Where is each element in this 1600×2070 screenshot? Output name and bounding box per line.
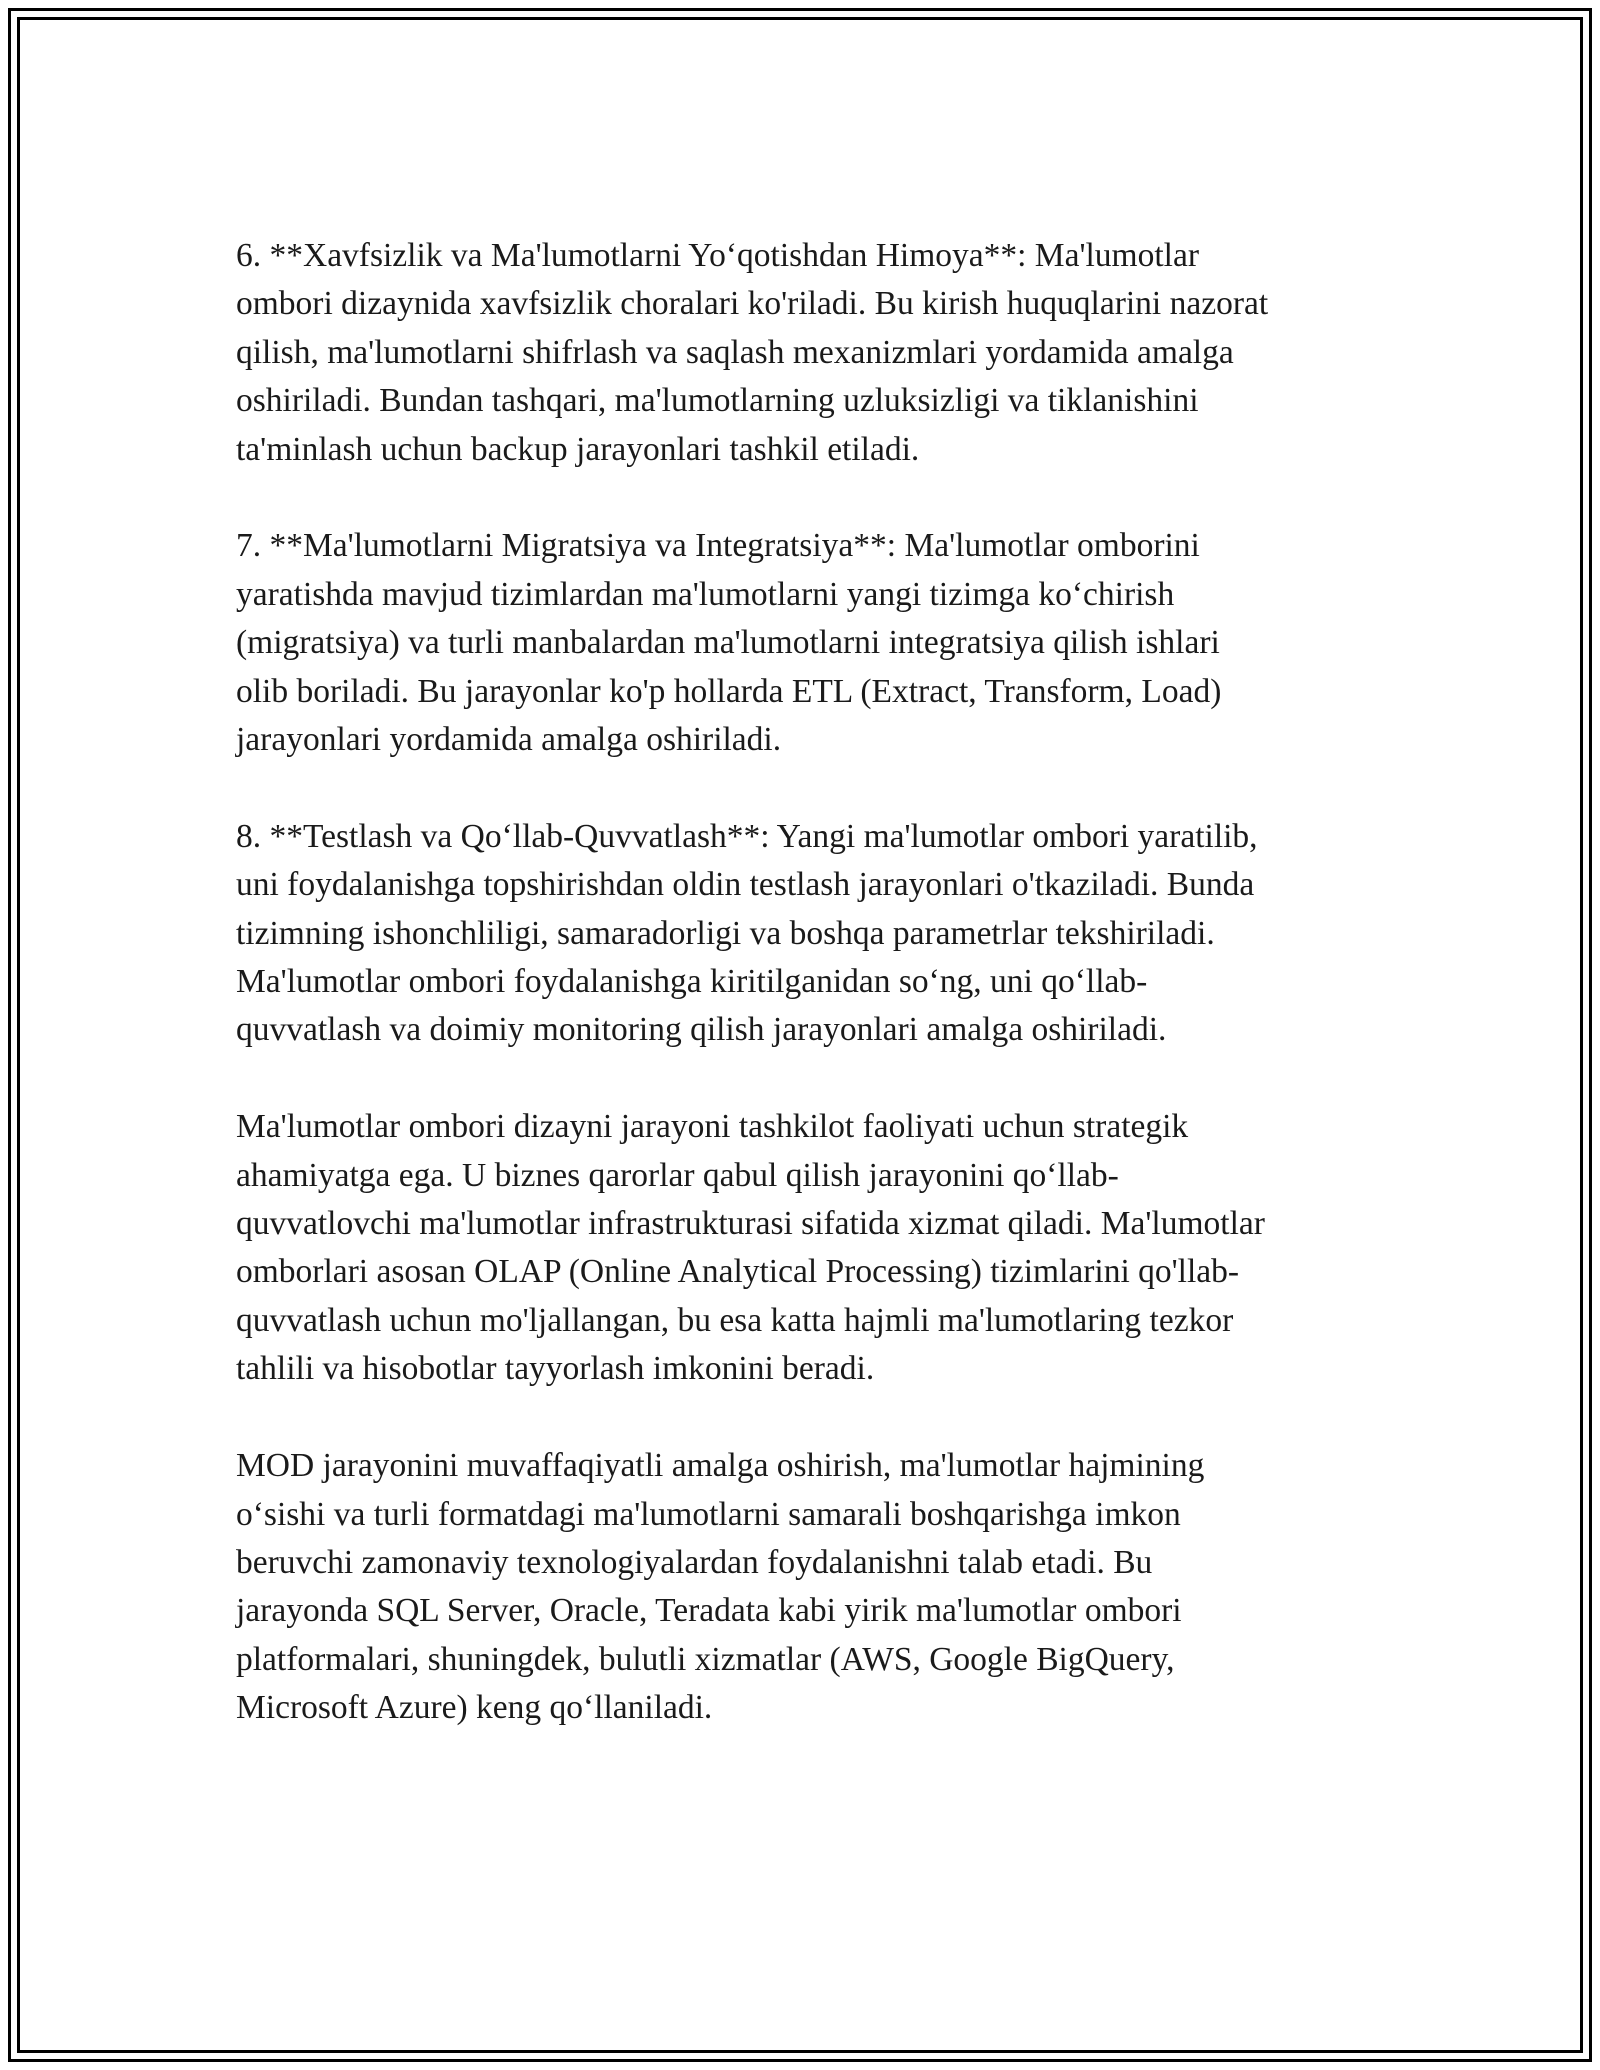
text-line: uni foydalanishga topshirishdan oldin testlash jarayonlari o'tkaziladi. Bunda [236,866,1255,904]
text-line: Ma'lumotlar ombori dizayni jarayoni tashkilot faoliyati uchun strategik [236,1108,1189,1146]
text-line: tahlili va hisobotlar tayyorlash imkonini beradi. [236,1350,875,1388]
text-line: olib boriladi. Bu jarayonlar ko'p hollarda ETL (Extract, Transform, Load) [236,672,1222,710]
text-line: ombori dizaynida xavfsizlik choralari ko'riladi. Bu kirish huquqlarini nazorat [236,285,1269,323]
text-line: quvvatlash uchun mo'ljallangan, bu esa katta hajmli ma'lumotlaring tezkor [236,1301,1234,1339]
text-line: oshiriladi. Bundan tashqari, ma'lumotlarning uzluksizligi va tiklanishini [236,382,1199,420]
text-line: quvvatlovchi ma'lumotlar infrastrukturasi sifatida xizmat qiladi. Ma'lumotlar [236,1205,1265,1243]
text-line: ahamiyatga ega. U biznes qarorlar qabul qilish jarayonini qo‘llab- [236,1156,1119,1194]
text-line: qilish, ma'lumotlarni shifrlash va saqlash mexanizmlari yordamida amalga [236,333,1234,371]
text-line: tizimning ishonchliligi, samaradorligi va boshqa parametrlar tekshiriladi. [236,914,1215,952]
text-line: beruvchi zamonaviy texnologiyalardan foydalanishni talab etadi. Bu [236,1543,1153,1581]
document-body [236,232,1376,1781]
text-line: yaratishda mavjud tizimlardan ma'lumotlarni yangi tizimga ko‘chirish [236,575,1175,613]
paragraph-testing [236,813,1376,1055]
paragraph-migration [236,522,1376,764]
text-line: omborlari asosan OLAP (Online Analytical Processing) tizimlarini qo'llab- [236,1253,1240,1291]
text-line: o‘sishi va turli formatdagi ma'lumotlarni samarali boshqarishga imkon [236,1495,1181,1533]
text-line: jarayonda SQL Server, Oracle, Teradata kabi yirik ma'lumotlar ombori [236,1592,1182,1630]
text-line: 6. **Xavfsizlik va Ma'lumotlarni Yo‘qotishdan Himoya**: Ma'lumotlar [236,237,1199,274]
paragraph-technologies [236,1442,1376,1732]
text-line: platformalari, shuningdek, bulutli xizmatlar (AWS, Google BigQuery, [236,1640,1175,1678]
text-line: Microsoft Azure) keng qo‘llaniladi. [236,1689,713,1727]
paragraph-strategy [236,1103,1376,1393]
text-line: 7. **Ma'lumotlarni Migratsiya va Integratsiya**: Ma'lumotlar omborini [236,527,1200,565]
paragraph-security [236,232,1376,474]
text-line: Ma'lumotlar ombori foydalanishga kiritilganidan so‘ng, uni qo‘llab- [236,963,1148,1001]
text-line: (migratsiya) va turli manbalardan ma'lumotlarni integratsiya qilish ishlari [236,624,1220,662]
text-line: quvvatlash va doimiy monitoring qilish jarayonlari amalga oshiriladi. [236,1011,1167,1049]
text-line: jarayonlari yordamida amalga oshiriladi. [236,721,782,759]
text-line: ta'minlash uchun backup jarayonlari tashkil etiladi. [236,430,920,468]
text-line: MOD jarayonini muvaffaqiyatli amalga oshirish, ma'lumotlar hajmining [236,1447,1205,1485]
text-line: 8. **Testlash va Qo‘llab-Quvvatlash**: Yangi ma'lumotlar ombori yaratilib, [236,817,1258,855]
